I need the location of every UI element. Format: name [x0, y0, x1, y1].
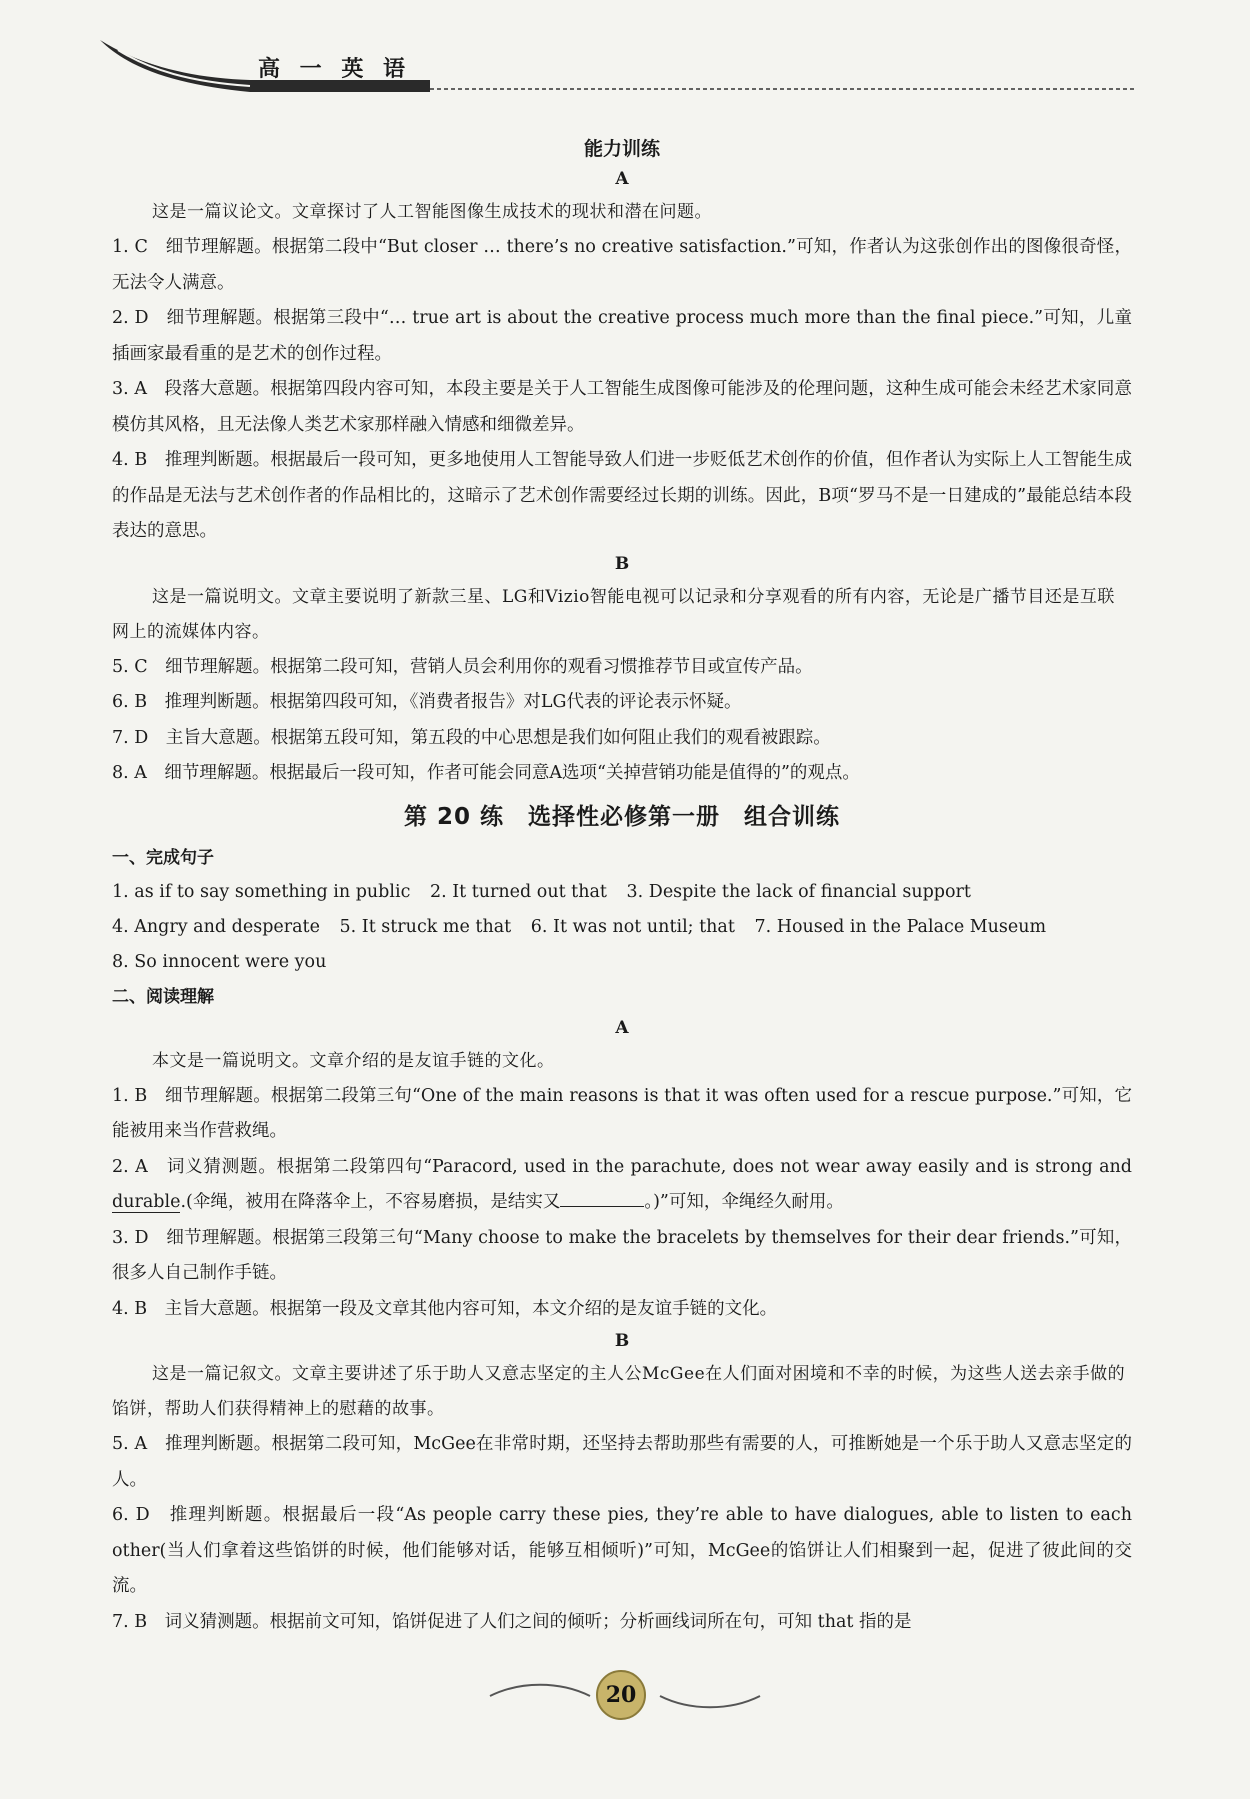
- answer-content: [112, 128, 1132, 1640]
- sentence-answer: 6. It was not until; that: [530, 916, 735, 937]
- answer-text: .(伞绳，被用在降落伞上，不容易磨损，是结实又: [180, 1192, 561, 1212]
- answer-item: 6. D 推理判断题。根据最后一段“As people carry these pies, they’re able to have dialogues, able to listen to each other(当人们拿着这些馅饼的时候，他们能够对话，能够互相倾听)”可知，McGee的馅饼让人们相聚到一起，促进了彼此间的交流。: [112, 1505, 1132, 1596]
- answer-text: 。)”可知，伞绳经久耐用。: [644, 1192, 844, 1212]
- passage-label-b: B: [614, 1331, 630, 1351]
- sentence-answer: 2. It turned out that: [429, 881, 607, 902]
- answer-item: 7. B 词义猜测题。根据前文可知，馅饼促进了人们之间的倾听；分析画线词所在句，可知 that 指的是: [112, 1611, 912, 1632]
- answer-item: 1. B 细节理解题。根据第二段第三句“One of the main reasons is that it was often used for a rescue purpose.”可知，它能被用来当作营救绳。: [112, 1085, 1132, 1141]
- sentence-answers-row: [112, 945, 1132, 980]
- answer-item: 8. A 细节理解题。根据最后一段可知，作者可能会同意A选项“关掉营销功能是值得的”的观点。: [112, 763, 860, 783]
- passage-intro: 本文是一篇说明文。文章介绍的是友谊手链的文化。: [152, 1050, 555, 1071]
- sentence-answer: 5. It struck me that: [339, 916, 512, 937]
- answer-item: 3. D 细节理解题。根据第三段第三句“Many choose to make the bracelets by themselves for their dear friends.”可知，很多人自己制作手链。: [112, 1227, 1132, 1283]
- page-number-badge: 20: [596, 1670, 646, 1720]
- answer-item: 1. C 细节理解题。根据第二段中“But closer … there’s no creative satisfaction.”可知，作者认为这张创作出的图像很奇怪，无法令人满意。: [112, 237, 1132, 293]
- answer-item: 4. B 主旨大意题。根据第一段及文章其他内容可知，本文介绍的是友谊手链的文化。: [112, 1298, 778, 1319]
- sentence-answer: 7. Housed in the Palace Museum: [754, 916, 1047, 937]
- lesson-title: 第 20 练 选择性必修第一册 组合训练: [403, 803, 841, 830]
- sentence-answer: 4. Angry and desperate: [112, 916, 320, 937]
- answer-item: 2. D 细节理解题。根据第三段中“… true art is about the creative process much more than the final piece.”可知，儿童插画家最看重的是艺术的创作过程。: [112, 308, 1132, 364]
- part-heading: 一、完成句子: [112, 847, 214, 868]
- sentence-answer: 3. Despite the lack of financial support: [626, 881, 971, 902]
- passage-intro: 这是一篇记叙文。文章主要讲述了乐于助人又意志坚定的主人公McGee在人们面对困境和不幸的时候，为这些人送去亲手做的馅饼，帮助人们获得精神上的慰藉的故事。: [112, 1364, 1126, 1419]
- answer-item: 6. B 推理判断题。根据第四段可知，《消费者报告》对LG代表的评论表示怀疑。: [112, 692, 742, 712]
- fill-blank: [560, 1190, 644, 1207]
- passage-intro: 这是一篇议论文。文章探讨了人工智能图像生成技术的现状和潜在问题。: [152, 202, 712, 222]
- header-title: 高 一 英 语: [258, 57, 411, 82]
- answer-item: 5. A 推理判断题。根据第二段可知，McGee在非常时期，还坚持去帮助那些有需要的人，可推断她是一个乐于助人又意志坚定的人。: [112, 1434, 1132, 1490]
- sentence-answers-row: [112, 910, 1132, 945]
- passage-intro: 这是一篇说明文。文章主要说明了新款三星、LG和Vizio智能电视可以记录和分享观看的所有内容，无论是广播节目还是互联网上的流媒体内容。: [112, 586, 1115, 642]
- page-header: [0, 0, 1250, 110]
- part-heading: 二、阅读理解: [112, 986, 214, 1007]
- underlined-word: durable: [112, 1192, 181, 1212]
- section-title-ability: 能力训练: [583, 138, 660, 160]
- answer-text: 2. A 词义猜测题。根据第二段第四句“Paracord, used in the parachute, does not wear away easily and is strong and: [112, 1156, 1132, 1177]
- header-swoosh-decoration: [0, 0, 1250, 110]
- answer-item: 3. A 段落大意题。根据第四段内容可知，本段主要是关于人工智能生成图像可能涉及的伦理问题，这种生成可能会未经艺术家同意模仿其风格，且无法像人类艺术家那样融入情感和细微差异。: [112, 379, 1132, 435]
- answer-item: 5. C 细节理解题。根据第二段可知，营销人员会利用你的观看习惯推荐节目或宣传产品。: [112, 656, 813, 677]
- answer-item: 4. B 推理判断题。根据最后一段可知，更多地使用人工智能导致人们进一步贬低艺术创作的价值，但作者认为实际上人工智能生成的作品是无法与艺术创作者的作品相比的，这暗示了艺术创作需要经过长期的训练。因此，B项“罗马不是一日建成的”最能总结本段表达的意思。: [112, 450, 1132, 541]
- sentence-answer: 1. as if to say something in public: [112, 881, 411, 902]
- answer-item: 7. D 主旨大意题。根据第五段可知，第五段的中心思想是我们如何阻止我们的观看被跟踪。: [112, 727, 831, 748]
- passage-label-a: A: [615, 1017, 629, 1038]
- passage-label-a: A: [615, 169, 629, 189]
- sentence-answers-row: [112, 875, 1132, 910]
- answer-item: [112, 1150, 1132, 1221]
- sentence-answer: 8. So innocent were you: [112, 951, 327, 972]
- passage-label-b: B: [614, 553, 630, 574]
